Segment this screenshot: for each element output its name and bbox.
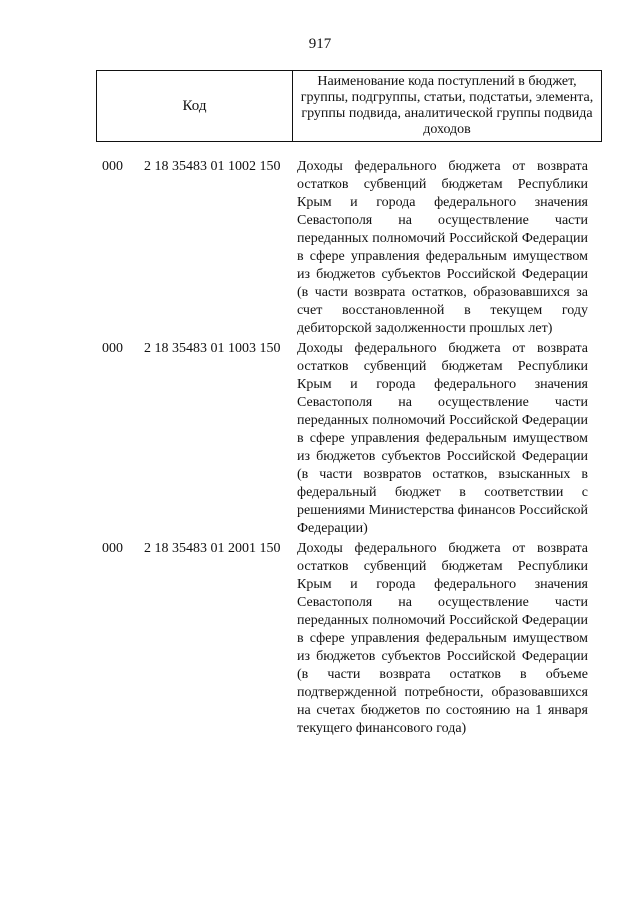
- table-row: [0, 158, 640, 338]
- row-admin-code: 000: [102, 341, 123, 356]
- table-body: [0, 158, 640, 740]
- header-name-cell: Наименование кода поступлений в бюджет, группы, подгруппы, статьи, подстатьи, элемента, группы подвида, аналитической группы подвида доходов: [300, 74, 594, 137]
- header-code-cell: Код: [97, 71, 293, 141]
- row-description: Доходы федерального бюджета от возврата остатков субвенций бюджетам Республики Крым и города федерального значения Севастополя на осуществление части переданных полномочий Российской Федерации в сфере управления федеральным имуществом из бюджетов субъектов Российской Федерации (в части возврата остатков в объеме подтвержденной потребности, образовавшихся на счетах бюджетов по состоянию на 1 января текущего финансового года): [297, 541, 588, 736]
- row-admin-code: 000: [102, 541, 123, 556]
- row-revenue-code: 2 18 35483 01 1002 150: [144, 159, 281, 174]
- table-row: [0, 540, 640, 738]
- row-description: Доходы федерального бюджета от возврата остатков субвенций бюджетам Республики Крым и города федерального значения Севастополя на осуществление части переданных полномочий Российской Федерации в сфере управления федеральным имуществом из бюджетов субъектов Российской Федерации (в части возврата остатков, образовавшихся за счет восстановленной в текущем году дебиторской задолженности прошлых лет): [297, 159, 588, 336]
- row-description: Доходы федерального бюджета от возврата остатков субвенций бюджетам Республики Крым и города федерального значения Севастополя на осуществление части переданных полномочий Российской Федерации в сфере управления федеральным имуществом из бюджетов субъектов Российской Федерации (в части возвратов остатков, взысканных в федеральный бюджет в соответствии с решениями Министерства финансов Российской Федерации): [297, 341, 588, 536]
- row-revenue-code: 2 18 35483 01 2001 150: [144, 541, 281, 556]
- table-header: [96, 70, 602, 142]
- row-revenue-code: 2 18 35483 01 1003 150: [144, 341, 281, 356]
- page-number: 917: [308, 36, 332, 52]
- table-row: [0, 340, 640, 538]
- row-admin-code: 000: [102, 159, 123, 174]
